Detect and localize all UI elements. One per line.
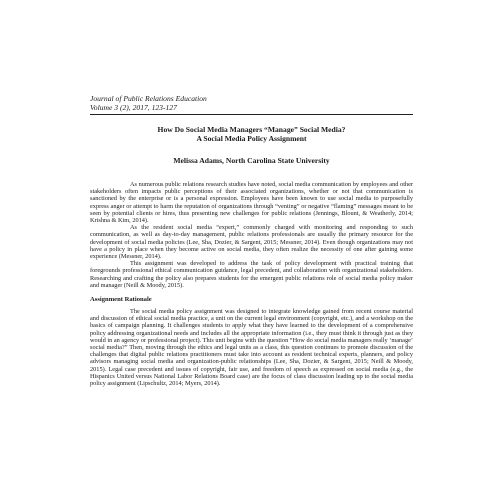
journal-name: Journal of Public Relations Education: [90, 94, 207, 103]
body-paragraph-2: As the resident social media “expert,” commonly charged with monitoring and responding to such communication, as well as day-to-day management, public relations professionals are usually the primary resource for the development of social media policies (Lee, Sha, Dozier, & Sargent, 2015; Messner, 2014). Even though organizations may not have a policy in place when they become active on social media, they often realize the necessity of one after gaining some experience (Messner, 2014).: [90, 224, 413, 261]
document-page: [90, 94, 413, 387]
header-rule: [90, 114, 413, 115]
article-title: [90, 125, 413, 143]
journal-volume: Volume 3 (2), 2017, 123-127: [90, 103, 177, 112]
section-paragraph: The social media policy assignment was designed to integrate knowledge gained from recent course material and discussion of ethical social media practice, a unit on the current legal environment (copyright, etc.), and a workshop on the basics of campaign planning. It challenges students to apply what they have learned to the development of a comprehensive policy addressing organizational needs and includes all the appropriate information (i.e., they must think it through just as they would in an agency or professional project). This unit begins with the question “How do social media managers really ‘manage’ social media?” Then, moving through the ethics and legal units as a class, this question continues to promote discussion of the challenges that digital public relations practitioners must take into account as resident technical experts, planners, and policy advisors managing social media and organization-public relationships (Lee, Sha, Dozier, & Sargent, 2015; Neill & Moody, 2015). Legal case precedent and issues of copyright, fair use, and freedom of speech as expressed on social media (e.g., the Hispanics United versus National Labor Relations Board case) are the focus of class discussion leading up to the social media policy assignment (Lipschultz, 2014; Myers, 2014).: [90, 308, 413, 388]
article-body: [90, 181, 413, 387]
article-title-line-1: How Do Social Media Managers “Manage” Social Media?: [157, 125, 346, 134]
body-paragraph-3: This assignment was developed to address the task of policy development with practical training that foregrounds professional ethical communication guidance, legal precedent, and collaboration with organizational stakeholders. Researching and crafting the policy also prepares students for the emergent public relations role of social media policy maker and manager (Neill & Moody, 2015).: [90, 260, 413, 289]
section-heading: Assignment Rationale: [90, 296, 152, 304]
article-title-line-2: A Social Media Policy Assignment: [196, 134, 307, 143]
body-paragraph-1: As numerous public relations research studies have noted, social media communication by employees and other stakeholders often impacts public perceptions of their associated organizations, whether or not that communication is sanctioned by the enterprise or is a personal expression. Employees have been known to use social media to purposefully express anger or attempt to harm the reputation of organizations through “venting” or negative “flaming” messages meant to be seen by potential clients or hires, thus presenting new challenges for public relations (Jennings, Blount, & Weatherly, 2014; Krishna & Kim, 2014).: [90, 181, 413, 225]
article-author: Melissa Adams, North Carolina State University: [173, 156, 330, 165]
